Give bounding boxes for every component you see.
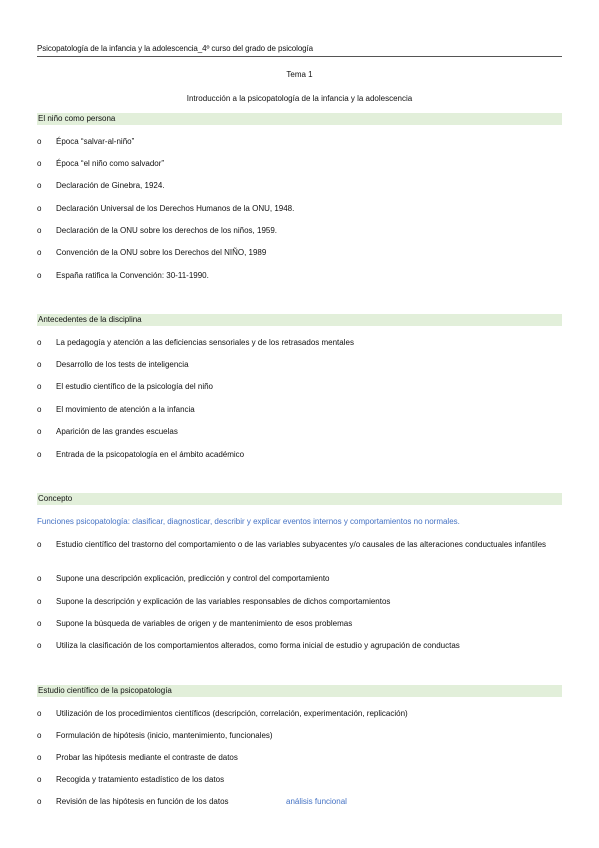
bullet: o <box>37 360 42 369</box>
bullet: o <box>37 450 42 459</box>
bullet: o <box>37 204 42 213</box>
page-header: Psicopatología de la infancia y la adolescencia_4º curso del grado de psicología <box>37 44 313 53</box>
bullet: o <box>37 597 42 606</box>
section-heading-concepto: Concepto <box>37 493 562 505</box>
bullet: o <box>37 540 42 549</box>
bullet: o <box>37 159 42 168</box>
section-heading-estudio: Estudio científico de la psicopatología <box>37 685 562 697</box>
bullet: o <box>37 731 42 740</box>
bullet: o <box>37 338 42 347</box>
bullet: o <box>37 405 42 414</box>
theme-title: Tema 1 <box>286 70 313 79</box>
bullet: o <box>37 619 42 628</box>
document-subtitle: Introducción a la psicopatología de la infancia y la adolescencia <box>186 94 413 103</box>
bullet: o <box>37 382 42 391</box>
header-rule <box>37 56 562 57</box>
bullet: o <box>37 137 42 146</box>
bullet: o <box>37 709 42 718</box>
bullet: o <box>37 181 42 190</box>
section-heading-nino: El niño como persona <box>37 113 562 125</box>
bullet: o <box>37 248 42 257</box>
document-page: Psicopatología de la infancia y la adolescencia_4º curso del grado de psicología Tema 1 Introducción a la psicopatología de la infancia y la adolescencia El niño como persona o Época “salvar-al-niño” o Época “el niño como salvador” o Declaración de Ginebra, 1924. o Declaración Universal de los Derechos Humanos de la ONU, 1948. o Declaración de la ONU sobre los derechos de los niños, 1959. o Convención de la ONU sobre los Derechos del NIÑO, 1989 o España ratifica la Convención: 30-11-1990. Antecedentes de la disciplina o La pedagogía y atención a las deficiencias sensoriales y de los retrasados mentales o Desarrollo de los tests de inteligencia o El estudio científico de la psicología del niño o El movimiento de atención a la infancia o Aparición de las grandes escuelas o Entrada de la psicopatología en el ámbito académico Concepto Funciones psicopatología: clasificar, diagnosticar, describir y explicar eventos internos y comportamientos no normales. o Estudio científico del trastorno del comportamiento o de las variables subyacentes y/o causales de las alteraciones conductuales infantiles o Supone una descripción explicación, predicción y control del comportamiento o Supone la descripción y explicación de las variables responsables de dichos comportamientos o Supone la búsqueda de variables de origen y de mantenimiento de esos problemas o Utiliza la clasificación de los comportamientos alterados, como forma inicial de estudio y agrupación de conductas Estudio científico de la psicopatología o Utilización de los procedimientos científicos (descripción, correlación, experimentación, replicación) o Formulación de hipótesis (inicio, mantenimiento, funcionales) o Probar las hipótesis mediante el contraste de datos o Recogida y tratamiento estadístico de los datos o Revisión de las hipótesis en función de los datos análisis funcional <box>0 0 599 848</box>
bullet: o <box>37 775 42 784</box>
section-heading-antecedentes: Antecedentes de la disciplina <box>37 314 562 326</box>
bullet: o <box>37 226 42 235</box>
bullet: o <box>37 797 42 806</box>
bullet: o <box>37 641 42 650</box>
bullet: o <box>37 427 42 436</box>
bullet: o <box>37 753 42 762</box>
concepto-intro: Funciones psicopatología: clasificar, diagnosticar, describir y explicar eventos internos y comportamientos no normales. <box>37 517 460 526</box>
bullet: o <box>37 271 42 280</box>
bullet: o <box>37 574 42 583</box>
analisis-funcional-note: análisis funcional <box>286 797 347 806</box>
